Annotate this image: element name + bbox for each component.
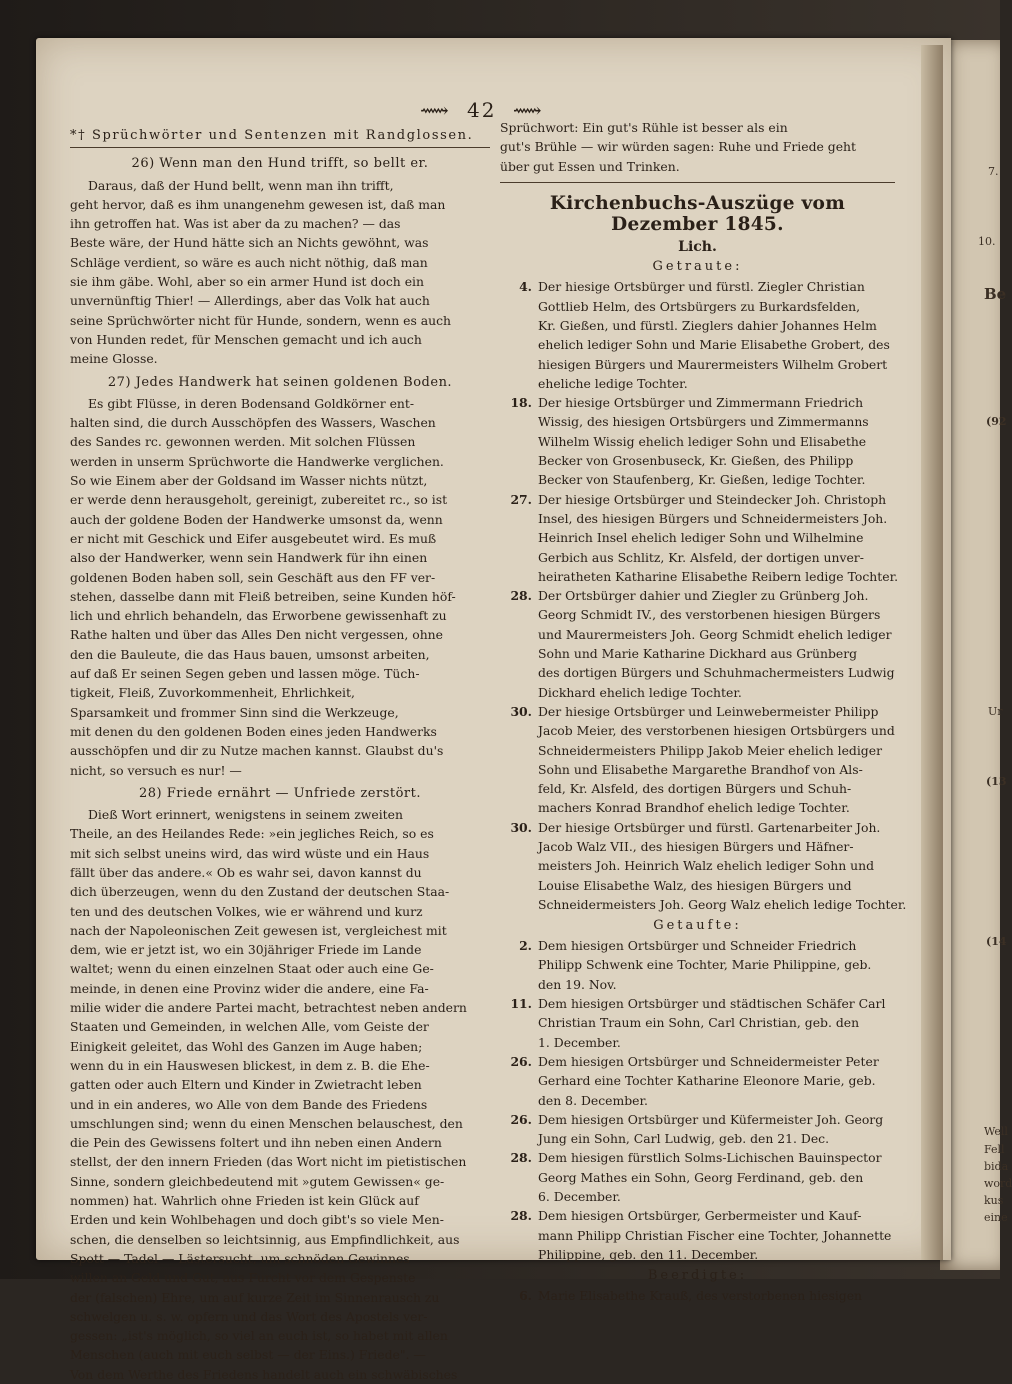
text-line: stellst, der den innern Frieden (das Wort nicht im pietistischen — [70, 1154, 467, 1170]
section-title — [70, 126, 490, 145]
entry-line: Dem hiesigen Ortsbürger und städtischen Schäfer Carl — [538, 996, 886, 1012]
entry-line: feld, Kr. Alsfeld, des dortigen Bürgers und Schuh- — [538, 781, 852, 797]
entry-line: Wissig, des hiesigen Ortsbürgers und Zimmermanns — [538, 414, 869, 430]
text-line: von Hunden redet, für Menschen gemacht und ich auch — [70, 331, 422, 347]
entry-line: Becker von Grosenbuseck, Kr. Gießen, des Philipp — [538, 453, 854, 469]
text-line: Rathe halten und über das Alles Den nicht vergessen, ohne — [70, 627, 443, 643]
entry-line: Dem hiesigen Ortsbürger und Schneider Friedrich — [538, 938, 857, 954]
entry-day: 30. — [510, 703, 532, 719]
text-line: sie ihm gäbe. Wohl, aber so ein armer Hund ist doch ein — [70, 274, 424, 290]
text-line: geht hervor, daß es ihm unangenehm gewesen ist, daß man — [70, 196, 446, 212]
text-line: er nicht mit Geschick und Eifer ausgebeutet wird. Es muß — [70, 530, 437, 546]
entry-line: Gerbich aus Schlitz, Kr. Alsfeld, der dortigen unver- — [538, 549, 864, 565]
entry-line: und Maurermeisters Joh. Georg Schmidt ehelich lediger — [538, 626, 892, 642]
next-page-fragment: (92 — [986, 415, 1007, 428]
entry-day: 6. — [519, 1288, 532, 1304]
text-line: unvernünftig Thier! — Allerdings, aber das Volk hat auch — [70, 293, 430, 309]
next-page-fragment: kus — [984, 1194, 1004, 1207]
ornament-left-icon: ⟿ — [420, 98, 451, 122]
page-number: 42 — [467, 98, 497, 122]
entry-line: Philipp Schwenk eine Tochter, Marie Philippine, geb. — [538, 957, 872, 973]
entry-day: 18. — [510, 395, 532, 411]
text-line: über gut Essen und Trinken. — [500, 158, 680, 174]
text-line: mit sich selbst uneins wird, das wird wüste und ein Haus — [70, 845, 430, 861]
text-line: lich und ehrlich behandeln, das Erworbene gewissenhaft zu — [70, 608, 447, 624]
text-line: dich überzeugen, wenn du den Zustand der deutschen Staa- — [70, 884, 450, 900]
entry-line: machers Konrad Brandhof ehelich ledige Tochter. — [538, 800, 850, 816]
entry-line: 1. December. — [538, 1034, 621, 1050]
ornament-right-icon: ⟿ — [512, 98, 544, 122]
entry-line: Dickhard ehelich ledige Tochter. — [538, 684, 742, 700]
register-entry — [500, 490, 899, 586]
entry-line: Der Ortsbürger dahier und Ziegler zu Grünberg Joh. — [538, 588, 869, 604]
entry-line: Georg Mathes ein Sohn, Georg Ferdinand, geb. den — [538, 1169, 864, 1185]
left-column — [70, 126, 490, 1384]
register-entry — [500, 994, 895, 1052]
entry-line: Dem hiesigen Ortsbürger, Gerbermeister und Kauf- — [538, 1208, 862, 1224]
text-line: und in ein anderes, wo Alle von dem Bande des Friedens — [70, 1096, 428, 1112]
register-entry — [500, 277, 895, 393]
entry-line: Schneidermeisters Philipp Jakob Meier ehelich lediger — [538, 742, 882, 758]
entry-line: Jacob Walz VII., des hiesigen Bürgers und Häfner- — [538, 839, 854, 854]
text-line: Erden und kein Wohlbehagen und doch gibt's so viele Men- — [70, 1212, 444, 1228]
text-line: des Sandes rc. gewonnen werden. Mit solchen Flüssen — [70, 434, 416, 450]
next-page-fragment: (14 — [986, 935, 1007, 948]
section-marker: *† — [70, 128, 87, 143]
entry-day: 28. — [510, 1150, 532, 1166]
entry-line: mann Philipp Christian Fischer eine Tochter, Johannette — [538, 1227, 892, 1243]
entry-line: Wilhelm Wissig ehelich lediger Sohn und Elisabethe — [538, 433, 867, 449]
baptized-list — [500, 936, 895, 1264]
entry-day: 28. — [510, 1208, 532, 1224]
text-line: Von dem Werthe des Friedens handelt auch ein schwäbisches — [70, 1366, 458, 1382]
next-page-fragment: Well — [984, 1125, 1008, 1138]
register-entry — [500, 936, 895, 994]
page-gutter — [921, 45, 943, 1260]
text-line: meine Glosse. — [70, 351, 158, 367]
left-text-block — [70, 154, 490, 1384]
entry-line: eheliche ledige Tochter. — [538, 375, 688, 391]
next-page-fragment: word — [984, 1177, 1012, 1190]
proverb-heading: 28) Friede ernährt — Unfriede zerstört. — [139, 785, 421, 801]
section-title-text: Sprüchwörter und Sentenzen mit Randglossen. — [91, 128, 474, 143]
entry-line: Sohn und Elisabethe Margarethe Brandhof von Als- — [538, 761, 863, 777]
register-entry — [500, 1052, 895, 1110]
entry-line: Georg Schmidt IV., des verstorbenen hiesigen Bürgers — [538, 607, 881, 623]
entry-line: Dem hiesigen Ortsbürger und Küfermeister Joh. Georg — [538, 1111, 884, 1127]
entry-line: Jacob Meier, des verstorbenen hiesigen Ortsbürgers und — [538, 723, 895, 739]
register-entry — [500, 1286, 895, 1305]
text-line: waltet; wenn du einen einzelnen Staat oder auch eine Ge- — [70, 961, 434, 977]
text-line: er werde denn herausgeholt, gereinigt, zubereitet rc., so ist — [70, 492, 448, 508]
right-column — [500, 118, 907, 1306]
entry-line: Christian Traum ein Sohn, Carl Christian, geb. den — [538, 1015, 860, 1031]
entry-line: Schneidermeisters Joh. Georg Walz ehelich ledige Tochter. — [538, 896, 907, 912]
entry-line: Gottlieb Helm, des Ortsbürgers zu Burkardsfelden, — [538, 298, 861, 314]
text-line: schwelgen u. s. w. opfern und das Wort des Apostels ver- — [70, 1308, 428, 1324]
entry-day: 2. — [519, 938, 532, 954]
entry-day: 11. — [510, 996, 532, 1012]
next-page-fragment: (13 — [986, 775, 1007, 788]
entry-line: Dem hiesigen Ortsbürger und Schneidermeister Peter — [538, 1053, 879, 1069]
text-line: stehen, dasselbe dann mit Fleiß betreiben, seine Kunden höf- — [70, 588, 456, 604]
text-line: gessen: „ist's möglich, so viel an euch ist, so habet mit allen — [70, 1328, 448, 1344]
buried-list — [500, 1286, 895, 1305]
entry-line: hiesigen Bürgers und Maurermeisters Wilhelm Grobert — [538, 356, 888, 372]
entry-day: 27. — [510, 491, 532, 507]
text-line: Staaten und Gemeinden, in welchen Alle, vom Geiste der — [70, 1019, 429, 1035]
entry-line: Kr. Gießen, und fürstl. Zieglers dahier Johannes Helm — [538, 317, 877, 333]
text-line: Sinne, sondern gleichbedeutend mit »gutem Gewissen« ge- — [70, 1173, 445, 1189]
text-line: nach der Napoleonischen Zeit gewesen ist, vergleichest mit — [70, 922, 447, 938]
register-entry — [500, 702, 895, 818]
text-line: schen, die denselben so leichtsinnig, aus Empfindlichkeit, aus — [70, 1231, 460, 1247]
next-page-fragment: Be — [984, 285, 1007, 303]
entry-line: Insel, des hiesigen Bürgers und Schneidermeisters Joh. — [538, 510, 888, 526]
entry-line: Dem hiesigen fürstlich Solms-Lichischen Bauinspector — [538, 1150, 882, 1166]
text-line: werden in unserm Sprüchworte die Handwerke verglichen. — [70, 453, 444, 469]
entry-line: Gerhard eine Tochter Katharine Eleonore Marie, geb. — [538, 1073, 876, 1089]
text-line: der (falschen) Ehre, um auf kurze Zeit im Sinnenrausch zu — [70, 1289, 440, 1305]
entry-line: Der hiesige Ortsbürger und fürstl. Ziegler Christian — [538, 279, 865, 295]
register-entry — [500, 1110, 895, 1149]
text-line: halten sind, die durch Ausschöpfen des Wassers, Waschen — [70, 415, 436, 431]
text-line: den die Bauleute, die das Haus bauen, umsonst arbeiten, — [70, 646, 430, 662]
register-entry — [500, 1206, 895, 1264]
entry-line: Jung ein Sohn, Carl Ludwig, geb. den 21. Dec. — [538, 1131, 830, 1147]
register-entry — [500, 818, 907, 914]
text-line: gatten oder auch Eltern und Kinder in Zwietracht leben — [70, 1077, 422, 1093]
text-line: ausschöpfen und dir zu Nutze machen kannst. Glaubst du's — [70, 743, 444, 759]
entry-line: Der hiesige Ortsbürger und Steindecker Joh. Christoph — [538, 491, 887, 507]
text-line: wenn du in ein Hauswesen blickest, in dem z. B. die Ehe- — [70, 1057, 430, 1073]
text-line: milie wider die andere Partei macht, betrachtest neben andern — [70, 1000, 467, 1016]
entry-line: ehelich lediger Sohn und Marie Elisabethe Grobert, des — [538, 337, 890, 353]
entry-line: den 8. December. — [538, 1092, 648, 1108]
entry-line: Louise Elisabethe Walz, des hiesigen Bürgers und — [538, 877, 852, 893]
entry-day: 26. — [510, 1053, 532, 1069]
text-line: Menschen (auch mit euch selbst — der Eins.) Friede". — — [70, 1347, 426, 1363]
text-line: meinde, in denen eine Provinz wider die andere, eine Fa- — [70, 980, 429, 996]
text-line: seine Sprüchwörter nicht für Hunde, sondern, wenn es auch — [70, 312, 452, 328]
text-line: Es gibt Flüsse, in deren Bodensand Goldkörner ent- — [88, 395, 415, 411]
text-line: goldenen Boden haben soll, sein Geschäft aus den FF ver- — [70, 569, 436, 585]
text-line: willen an Geld und Gut, aus Furcht vor dem Gespenste — [70, 1270, 416, 1286]
text-line: dem, wie er jetzt ist, wo ein 30jähriger Friede im Lande — [70, 942, 422, 958]
text-line: auch der goldene Boden der Handwerke umsonst da, wenn — [70, 511, 443, 527]
next-page-fragment: Ur — [988, 705, 1003, 718]
text-line: die Pein des Gewissens foltert und ihn neben einen Andern — [70, 1135, 442, 1151]
next-page-fragment: bida — [984, 1160, 1009, 1173]
text-line: Spott — Tadel — Lästersucht, um schnöden Gewinnes — [70, 1250, 410, 1266]
next-page-fragment: Fell — [984, 1143, 1005, 1156]
text-line: umschlungen sind; wenn du einen Menschen belauschest, den — [70, 1115, 463, 1131]
entry-line: meisters Joh. Heinrich Walz ehelich lediger Sohn und — [538, 858, 875, 874]
entry-line: Becker von Staufenberg, Kr. Gießen, ledige Tochter. — [538, 472, 866, 488]
married-list — [500, 277, 907, 914]
entry-line: des dortigen Bürgers und Schuhmachermeisters Ludwig — [538, 665, 895, 681]
buried-heading: Beerdigte: — [647, 1268, 748, 1284]
entry-line: Heinrich Insel ehelich lediger Sohn und Wilhelmine — [538, 530, 864, 546]
next-page-fragment: eine — [984, 1211, 1008, 1224]
text-line: fällt über das andere.« Ob es wahr sei, davon kannst du — [70, 864, 422, 880]
title-rule — [70, 147, 490, 148]
text-line: Daraus, daß der Hund bellt, wenn man ihn trifft, — [88, 177, 394, 193]
entry-day: 26. — [510, 1111, 532, 1127]
intro-text-block — [500, 118, 895, 176]
entry-line: Der hiesige Ortsbürger und Leinwebermeister Philipp — [538, 703, 879, 719]
text-line: ihn getroffen hat. Was ist aber da zu machen? — das — [70, 216, 401, 232]
register-title: Kirchenbuchs-Auszüge vom Dezember 1845. — [549, 193, 846, 236]
married-heading: Getraute: — [652, 259, 743, 275]
entry-line: 6. December. — [538, 1189, 621, 1205]
text-line: Schläge verdient, so wäre es auch nicht nöthig, daß man — [70, 254, 428, 270]
text-line: auf daß Er seinen Segen geben und lassen möge. Tüch- — [70, 666, 420, 682]
text-line: nommen) hat. Wahrlich ohne Frieden ist kein Glück auf — [70, 1193, 419, 1209]
register-entry — [500, 1148, 895, 1206]
entry-day: 30. — [510, 819, 532, 835]
intro-rule — [500, 182, 895, 184]
text-line: Einigkeit geleitet, das Wohl des Ganzen im Auge haben; — [70, 1038, 423, 1054]
text-line: ten und des deutschen Volkes, wie er während und kurz — [70, 903, 423, 919]
text-line: also der Handwerker, wenn sein Handwerk für ihn einen — [70, 550, 428, 566]
entry-day: 4. — [519, 279, 532, 295]
proverb-heading: 27) Jedes Handwerk hat seinen goldenen Boden. — [107, 374, 453, 390]
entry-line: den 19. Nov. — [538, 976, 617, 992]
register-entry — [500, 586, 895, 702]
text-line: gut's Brühle — wir würden sagen: Ruhe und Friede geht — [500, 139, 857, 155]
text-line: Sparsamkeit und frommer Sinn sind die Werkzeuge, — [70, 704, 399, 720]
entry-day: 28. — [510, 588, 532, 604]
entry-line: Der hiesige Ortsbürger und fürstl. Gartenarbeiter Joh. — [538, 819, 881, 835]
entry-line: Marie Elisabethe Krauß, des verstorbenen hiesigen — [538, 1288, 863, 1304]
text-line: Sprüchwort: Ein gut's Rühle ist besser als ein — [500, 120, 788, 135]
entry-line: Sohn und Marie Katharine Dickhard aus Grünberg — [538, 646, 858, 662]
next-page-fragment: 10. — [978, 235, 996, 248]
text-line: Theile, an des Heilandes Rede: »ein jegliches Reich, so es — [70, 826, 434, 842]
place-heading: Lich. — [678, 239, 717, 256]
text-line: tigkeit, Fleiß, Zuvorkommenheit, Ehrlichkeit, — [70, 685, 355, 701]
text-line: Dieß Wort erinnert, wenigstens in seinem zweiten — [88, 807, 403, 823]
baptized-heading: Getaufte: — [653, 918, 742, 934]
next-page-fragment: 7. — [988, 165, 999, 178]
text-line: nicht, so versuch es nur! — — [70, 762, 242, 778]
register-entry — [500, 393, 895, 489]
entry-line: heiratheten Katharine Elisabethe Reibern ledige Tochter. — [538, 568, 899, 584]
text-line: mit denen du den goldenen Boden eines jeden Handwerks — [70, 723, 437, 739]
text-line: Beste wäre, der Hund hätte sich an Nichts gewöhnt, was — [70, 235, 429, 251]
proverb-heading: 26) Wenn man den Hund trifft, so bellt er. — [131, 156, 429, 172]
entry-line: Der hiesige Ortsbürger und Zimmermann Friedrich — [538, 395, 864, 411]
text-line: So wie Einem aber der Goldsand im Wasser nichts nützt, — [70, 473, 428, 489]
entry-line: Philippine, geb. den 11. December. — [538, 1246, 759, 1262]
